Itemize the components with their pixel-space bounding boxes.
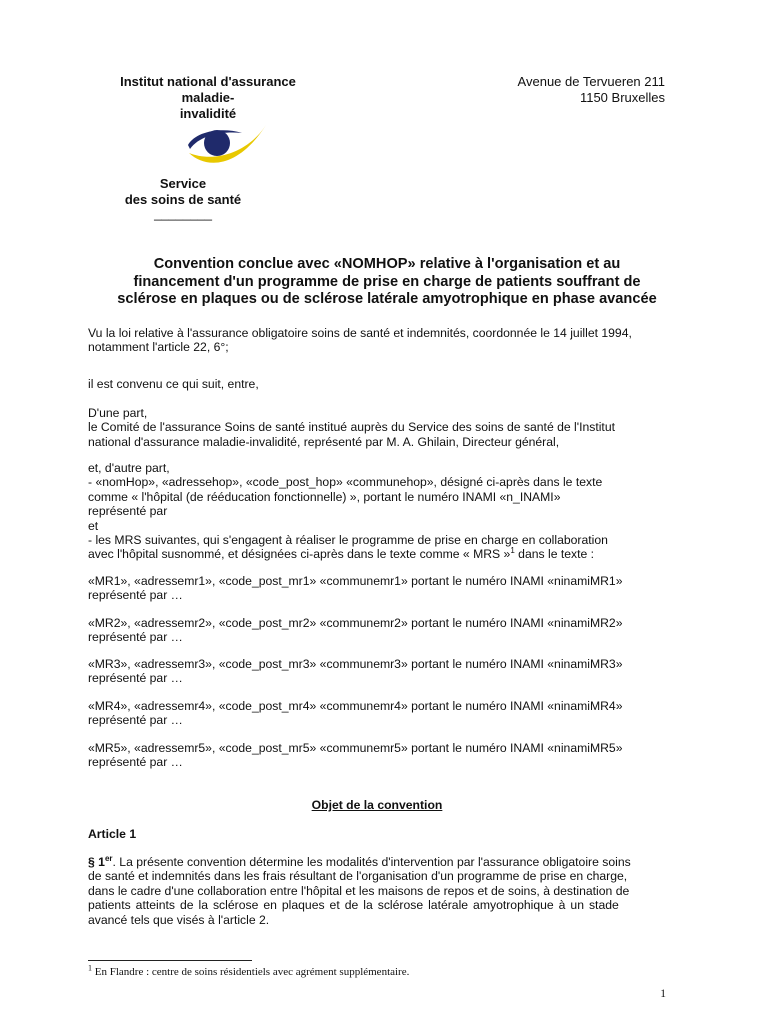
mr-entry-rep: représenté par … [88,588,183,603]
legal-basis-line1: Vu la loi relative à l'assurance obligatoire soins de santé et indemnités, coordonnée le 14 juillet 1994, [88,326,632,340]
first-party-line2: le Comité de l'assurance Soins de santé institué auprès du Service des soins de santé de l'Institut [88,420,615,435]
address-city: 1150 Bruxelles [579,90,665,105]
article-1-line5: avancé tels que visés à l'article 2. [88,912,270,927]
title-line1: Convention conclue avec «NOMHOP» relative à l'organisation et au [153,256,621,272]
service-line2: des soins de santé [124,192,242,207]
mr-entry-rep: représenté par … [88,630,183,645]
article-1-paragraph [88,855,666,927]
organisation-name-line2: maladie- [181,90,235,105]
second-party-line3: comme « l'hôpital (de rééducation fonctionnelle) », portant le numéro INAMI «n_INAMI» [88,489,561,504]
legal-basis-line2: notamment l'article 22, 6°; [88,340,229,355]
first-party-line1: D'une part, [88,406,148,420]
article-1-line4: patients atteints de la sclérose en plaques et de la sclérose latérale amyotrophique à un stade [88,898,619,913]
article-1-heading: Article 1 [88,827,137,841]
mrs-line2-end: dans le texte : [514,547,595,562]
mr-entry-rep: représenté par … [88,713,183,728]
agreement-intro: il est convenu ce qui suit, entre, [88,377,259,391]
address-block [518,74,665,106]
mr-entry-rep: représenté par … [88,671,183,686]
footnote-marker: 1 [88,963,92,973]
organisation-name-line1: Institut national d'assurance [120,74,296,89]
mr-entry-line: «MR4», «adressemr4», «code_post_mr4» «communemr4» portant le numéro INAMI «ninamiMR4» [88,699,623,713]
footnote-divider [88,960,252,961]
address-street: Avenue de Tervueren 211 [517,74,665,89]
article-1-line1 [88,855,666,869]
mr-entry-line: «MR3», «adressemr3», «code_post_mr3» «communemr3» portant le numéro INAMI «ninamiMR3» [88,657,623,671]
paragraph-label: § 1 [88,855,105,869]
page-number: 1 [660,988,666,1000]
organisation-name-line3: invalidité [179,106,237,121]
inami-logo-icon [186,123,268,167]
footnote-ref: 1 [510,546,515,556]
footnote [88,963,410,978]
title-line3: sclérose en plaques ou de sclérose latérale amyotrophique en phase avancée [117,291,657,307]
first-party-line3: national d'assurance maladie-invalidité, représenté par M. A. Ghilain, Directeur général, [88,434,560,449]
mr-entry-line: «MR1», «adressemr1», «code_post_mr1» «communemr1» portant le numéro INAMI «ninamiMR1» [88,574,623,588]
mr-entry [88,657,666,686]
mr-entry [88,699,666,728]
mr-entry-rep: représenté par … [88,755,183,770]
service-line1: Service [159,176,207,191]
mrs-line1: - les MRS suivantes, qui s'engagent à réaliser le programme de prise en charge en collaboration [88,533,608,548]
first-party-paragraph [88,406,666,449]
legal-basis-paragraph [88,326,666,355]
article-1-line2: de santé et indemnités dans les frais résultant de l'organisation d'un programme de prise en charge, [88,869,628,884]
second-party-line5: et [88,518,99,533]
article-1-line3: dans le cadre d'une collaboration entre l'hôpital et les maisons de repos et de soins, à destination de [88,883,630,898]
mr-entry-line: «MR2», «adressemr2», «code_post_mr2» «communemr2» portant le numéro INAMI «ninamiMR2» [88,616,623,630]
second-party-line4: représenté par [88,504,168,519]
mrs-line2 [88,547,666,561]
mrs-line2-text: avec l'hôpital susnommé, et désignées ci-après dans le texte comme « MRS » [88,547,511,562]
organisation-name [88,74,328,122]
article-1-line1-text: . La présente convention détermine les modalités d'intervention par l'assurance obligatoire soins [112,855,631,869]
footnote-text: En Flandre : centre de soins résidentiels avec agrément supplémentaire. [92,966,410,978]
document-title [80,256,694,309]
second-party-paragraph [88,461,666,562]
mr-entry [88,574,666,603]
service-label [108,176,258,220]
second-party-line1: et, d'autre part, [88,461,170,475]
section-heading [88,798,666,812]
second-party-line2: - «nomHop», «adressehop», «code_post_hop» «communehop», désigné ci-après dans le texte [88,475,603,490]
section-heading-text: Objet de la convention [311,798,443,812]
mr-entry-line: «MR5», «adressemr5», «code_post_mr5» «communemr5» portant le numéro INAMI «ninamiMR5» [88,741,623,755]
title-line2: financement d'un programme de prise en charge de patients souffrant de [133,273,641,290]
mr-entry [88,616,666,645]
mr-entry [88,741,666,770]
paragraph-label-sup: er [104,853,113,863]
service-underline: ________ [154,206,212,221]
